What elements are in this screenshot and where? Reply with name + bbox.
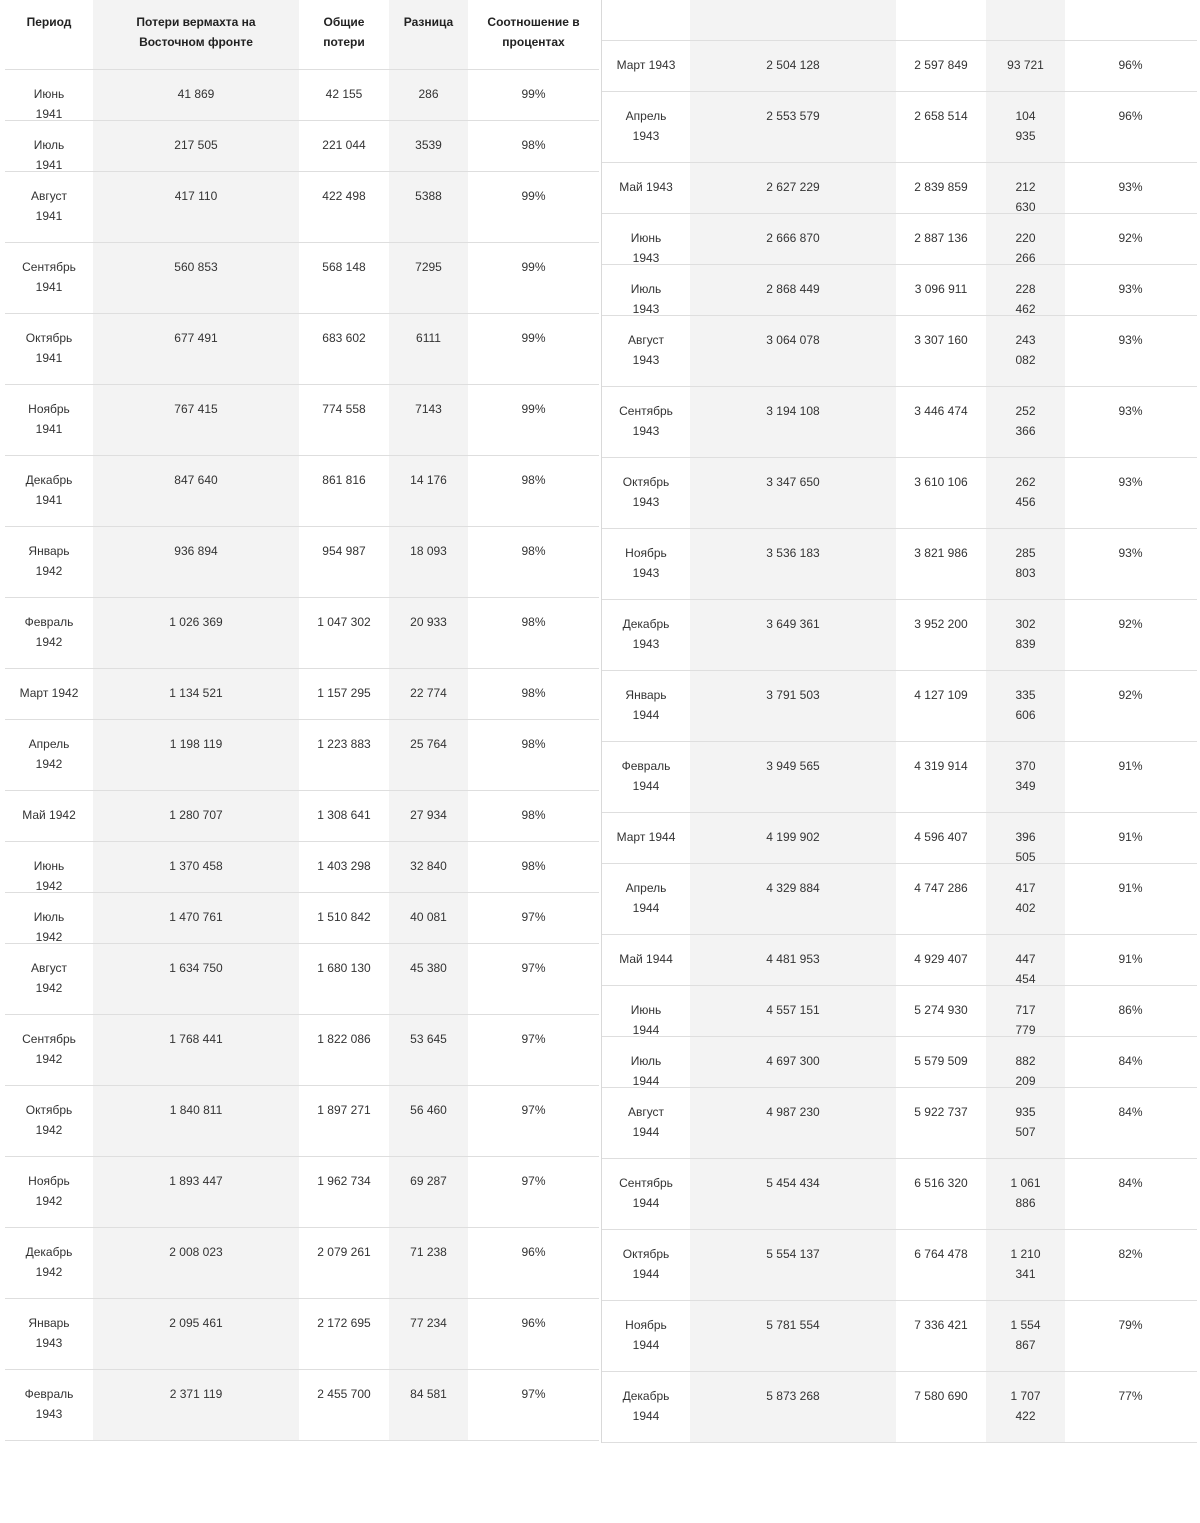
header-difference: Разница <box>403 15 454 29</box>
cell-total-losses: 1 223 883 <box>317 737 371 751</box>
cell-difference: 14 176 <box>410 473 447 487</box>
cell-period: Январь 1943 <box>28 1316 70 1350</box>
cell-difference: 396 505 <box>1015 830 1036 864</box>
table-row <box>5 944 599 1015</box>
table-body <box>602 41 1197 1443</box>
cell-difference: 1 061 886 <box>1010 1176 1041 1210</box>
cell-difference: 717 779 <box>1015 1003 1036 1037</box>
cell-total-losses: 7 336 421 <box>914 1318 968 1332</box>
cell-eastern-losses: 3 194 108 <box>766 404 820 418</box>
cell-period: Апрель 1942 <box>28 737 70 771</box>
cell-period: Март 1944 <box>616 830 676 844</box>
cell-total-losses: 5 579 509 <box>914 1054 968 1068</box>
cell-ratio: 77% <box>1118 1389 1143 1403</box>
header-eastern-losses: Потери вермахта на Восточном фронте <box>136 15 256 49</box>
table-row <box>5 385 599 456</box>
cell-eastern-losses: 767 415 <box>174 402 218 416</box>
cell-eastern-losses: 4 557 151 <box>766 1003 820 1017</box>
cell-total-losses: 422 498 <box>322 189 366 203</box>
cell-eastern-losses: 5 454 434 <box>766 1176 820 1190</box>
cell-difference: 77 234 <box>410 1316 447 1330</box>
cell-eastern-losses: 4 199 902 <box>766 830 820 844</box>
cell-ratio: 98% <box>521 808 546 822</box>
cell-period: Январь 1942 <box>28 544 70 578</box>
cell-total-losses: 2 839 859 <box>914 180 968 194</box>
cell-period: Июль 1944 <box>630 1054 662 1088</box>
cell-ratio: 91% <box>1118 830 1143 844</box>
cell-period: Август 1944 <box>627 1105 665 1139</box>
cell-ratio: 98% <box>521 859 546 873</box>
cell-total-losses: 221 044 <box>322 138 366 152</box>
cell-total-losses: 42 155 <box>325 87 363 101</box>
table-row <box>602 742 1197 813</box>
cell-difference: 93 721 <box>1007 58 1044 72</box>
cell-difference: 25 764 <box>410 737 447 751</box>
cell-total-losses: 1 680 130 <box>317 961 371 975</box>
table-row <box>602 92 1197 163</box>
cell-ratio: 97% <box>521 1174 546 1188</box>
table-row <box>5 842 599 893</box>
cell-period: Ноябрь 1942 <box>28 1174 70 1208</box>
cell-ratio: 96% <box>1118 109 1143 123</box>
cell-difference: 417 402 <box>1015 881 1036 915</box>
cell-eastern-losses: 5 554 137 <box>766 1247 820 1261</box>
cell-difference: 243 082 <box>1015 333 1036 367</box>
cell-total-losses: 861 816 <box>322 473 366 487</box>
table-body <box>5 70 599 1441</box>
cell-ratio: 91% <box>1118 759 1143 773</box>
cell-ratio: 98% <box>521 473 546 487</box>
cell-ratio: 98% <box>521 138 546 152</box>
cell-difference: 7295 <box>415 260 442 274</box>
cell-eastern-losses: 3 536 183 <box>766 546 820 560</box>
table-row <box>5 1086 599 1157</box>
cell-total-losses: 1 897 271 <box>317 1103 371 1117</box>
cell-total-losses: 5 274 930 <box>914 1003 968 1017</box>
cell-eastern-losses: 41 869 <box>177 87 215 101</box>
cell-ratio: 82% <box>1118 1247 1143 1261</box>
cell-period: Октябрь 1943 <box>622 475 670 509</box>
cell-ratio: 98% <box>521 544 546 558</box>
cell-total-losses: 568 148 <box>322 260 366 274</box>
cell-period: Ноябрь 1943 <box>625 546 667 580</box>
cell-difference: 6111 <box>416 331 441 345</box>
table-row <box>5 70 599 121</box>
cell-ratio: 99% <box>521 402 546 416</box>
cell-total-losses: 6 516 320 <box>914 1176 968 1190</box>
cell-eastern-losses: 936 894 <box>174 544 218 558</box>
cell-period: Март 1942 <box>19 686 79 700</box>
table-row <box>5 1157 599 1228</box>
cell-ratio: 92% <box>1118 688 1143 702</box>
cell-period: Декабрь 1941 <box>25 473 73 507</box>
table-row <box>5 669 599 720</box>
cell-period: Июль 1943 <box>630 282 662 316</box>
cell-ratio: 98% <box>521 615 546 629</box>
table-row <box>5 527 599 598</box>
cell-total-losses: 2 597 849 <box>914 58 968 72</box>
cell-difference: 56 460 <box>410 1103 447 1117</box>
cell-ratio: 79% <box>1118 1318 1143 1332</box>
losses-table-left <box>5 0 599 1441</box>
table-row <box>5 314 599 385</box>
cell-difference: 220 266 <box>1015 231 1036 265</box>
cell-difference: 45 380 <box>410 961 447 975</box>
cell-period: Август 1943 <box>627 333 665 367</box>
cell-difference: 1 210 341 <box>1010 1247 1041 1281</box>
cell-period: Март 1943 <box>616 58 676 72</box>
cell-eastern-losses: 1 768 441 <box>169 1032 223 1046</box>
cell-difference: 22 774 <box>410 686 447 700</box>
cell-total-losses: 6 764 478 <box>914 1247 968 1261</box>
table-row <box>602 1159 1197 1230</box>
cell-eastern-losses: 2 371 119 <box>169 1387 223 1401</box>
cell-total-losses: 2 887 136 <box>914 231 968 245</box>
cell-period: Декабрь 1944 <box>622 1389 670 1423</box>
cell-ratio: 84% <box>1118 1176 1143 1190</box>
cell-ratio: 99% <box>521 87 546 101</box>
cell-ratio: 93% <box>1118 333 1143 347</box>
cell-ratio: 97% <box>521 1103 546 1117</box>
cell-total-losses: 1 047 302 <box>317 615 371 629</box>
cell-period: Июль 1941 <box>33 138 65 172</box>
cell-eastern-losses: 3 064 078 <box>766 333 820 347</box>
cell-period: Ноябрь 1944 <box>625 1318 667 1352</box>
cell-eastern-losses: 3 347 650 <box>766 475 820 489</box>
table-row <box>5 456 599 527</box>
cell-ratio: 96% <box>1118 58 1143 72</box>
cell-total-losses: 954 987 <box>322 544 366 558</box>
table-row <box>5 1015 599 1086</box>
table-row <box>5 1228 599 1299</box>
cell-difference: 302 839 <box>1015 617 1036 651</box>
cell-eastern-losses: 1 280 707 <box>169 808 223 822</box>
cell-period: Август 1941 <box>30 189 68 223</box>
header-period: Период <box>26 15 72 29</box>
cell-eastern-losses: 560 853 <box>174 260 218 274</box>
cell-ratio: 99% <box>521 260 546 274</box>
cell-period: Май 1943 <box>619 180 673 194</box>
cell-period: Октябрь 1941 <box>25 331 73 365</box>
cell-ratio: 93% <box>1118 180 1143 194</box>
cell-ratio: 91% <box>1118 952 1143 966</box>
cell-eastern-losses: 4 481 953 <box>766 952 820 966</box>
cell-ratio: 97% <box>521 910 546 924</box>
cell-total-losses: 4 127 109 <box>914 688 968 702</box>
cell-ratio: 97% <box>521 1032 546 1046</box>
table-row <box>5 1299 599 1370</box>
cell-difference: 212 630 <box>1015 180 1036 214</box>
cell-difference: 286 <box>418 87 439 101</box>
cell-period: Октябрь 1942 <box>25 1103 73 1137</box>
cell-eastern-losses: 4 697 300 <box>766 1054 820 1068</box>
table-header <box>5 0 599 70</box>
cell-ratio: 92% <box>1118 617 1143 631</box>
cell-eastern-losses: 1 634 750 <box>169 961 223 975</box>
cell-ratio: 91% <box>1118 881 1143 895</box>
cell-period: Сентябрь 1943 <box>619 404 673 438</box>
table-row <box>602 214 1197 265</box>
cell-eastern-losses: 217 505 <box>174 138 218 152</box>
table-row <box>602 41 1197 92</box>
table-row <box>602 458 1197 529</box>
cell-ratio: 93% <box>1118 475 1143 489</box>
cell-period: Июнь 1941 <box>33 87 65 121</box>
cell-period: Февраль 1944 <box>621 759 671 793</box>
cell-difference: 447 454 <box>1015 952 1036 986</box>
cell-period: Ноябрь 1941 <box>28 402 70 436</box>
cell-difference: 84 581 <box>410 1387 447 1401</box>
cell-period: Апрель 1943 <box>625 109 667 143</box>
losses-table-right <box>601 0 1197 1443</box>
cell-total-losses: 3 446 474 <box>914 404 968 418</box>
cell-eastern-losses: 1 134 521 <box>169 686 223 700</box>
cell-difference: 1 554 867 <box>1010 1318 1041 1352</box>
cell-eastern-losses: 2 666 870 <box>766 231 820 245</box>
cell-period: Сентябрь 1944 <box>619 1176 673 1210</box>
cell-ratio: 99% <box>521 189 546 203</box>
cell-total-losses: 2 079 261 <box>317 1245 371 1259</box>
cell-total-losses: 683 602 <box>322 331 366 345</box>
cell-period: Декабрь 1942 <box>25 1245 73 1279</box>
cell-total-losses: 2 172 695 <box>317 1316 371 1330</box>
cell-eastern-losses: 2 868 449 <box>766 282 820 296</box>
cell-difference: 335 606 <box>1015 688 1036 722</box>
cell-eastern-losses: 2 627 229 <box>766 180 820 194</box>
table-row <box>5 720 599 791</box>
cell-period: Апрель 1944 <box>625 881 667 915</box>
table-row <box>602 1372 1197 1443</box>
cell-eastern-losses: 5 873 268 <box>766 1389 820 1403</box>
table-row <box>602 529 1197 600</box>
cell-total-losses: 1 403 298 <box>317 859 371 873</box>
cell-total-losses: 3 952 200 <box>914 617 968 631</box>
cell-total-losses: 4 596 407 <box>914 830 968 844</box>
cell-difference: 7143 <box>415 402 442 416</box>
cell-eastern-losses: 2 504 128 <box>766 58 820 72</box>
cell-period: Июль 1942 <box>33 910 65 944</box>
cell-difference: 5388 <box>415 189 442 203</box>
cell-eastern-losses: 1 840 811 <box>169 1103 223 1117</box>
cell-eastern-losses: 3 649 361 <box>766 617 820 631</box>
cell-total-losses: 3 307 160 <box>914 333 968 347</box>
cell-difference: 370 349 <box>1015 759 1036 793</box>
table-row <box>5 791 599 842</box>
cell-difference: 882 209 <box>1015 1054 1036 1088</box>
table-header-empty <box>602 0 1197 41</box>
cell-ratio: 96% <box>521 1245 546 1259</box>
cell-period: Май 1942 <box>22 808 76 822</box>
cell-total-losses: 4 319 914 <box>914 759 968 773</box>
cell-ratio: 93% <box>1118 404 1143 418</box>
table-row <box>602 265 1197 316</box>
cell-difference: 228 462 <box>1015 282 1036 316</box>
cell-ratio: 98% <box>521 737 546 751</box>
cell-period: Декабрь 1943 <box>622 617 670 651</box>
cell-period: Май 1944 <box>619 952 673 966</box>
cell-difference: 252 366 <box>1015 404 1036 438</box>
table-row <box>602 1037 1197 1088</box>
cell-eastern-losses: 417 110 <box>174 189 218 203</box>
cell-ratio: 97% <box>521 961 546 975</box>
cell-period: Июнь 1942 <box>33 859 65 893</box>
cell-eastern-losses: 1 198 119 <box>169 737 223 751</box>
cell-ratio: 96% <box>521 1316 546 1330</box>
table-row <box>602 671 1197 742</box>
cell-period: Февраль 1942 <box>24 615 74 649</box>
cell-difference: 285 803 <box>1015 546 1036 580</box>
cell-difference: 27 934 <box>410 808 447 822</box>
cell-total-losses: 4 929 407 <box>914 952 968 966</box>
cell-difference: 1 707 422 <box>1010 1389 1041 1423</box>
cell-difference: 69 287 <box>410 1174 447 1188</box>
table-row <box>602 1301 1197 1372</box>
cell-eastern-losses: 2 553 579 <box>766 109 820 123</box>
cell-period: Октябрь 1944 <box>622 1247 670 1281</box>
cell-eastern-losses: 1 370 458 <box>169 859 223 873</box>
cell-eastern-losses: 1 470 761 <box>169 910 223 924</box>
cell-period: Июнь 1944 <box>630 1003 662 1037</box>
table-row <box>5 1370 599 1441</box>
cell-period: Январь 1944 <box>625 688 667 722</box>
cell-total-losses: 1 510 842 <box>317 910 371 924</box>
cell-difference: 935 507 <box>1015 1105 1036 1139</box>
table-row <box>602 1230 1197 1301</box>
header-total-losses: Общие потери <box>323 15 365 49</box>
cell-period: Сентябрь 1942 <box>22 1032 76 1066</box>
cell-ratio: 84% <box>1118 1105 1143 1119</box>
cell-total-losses: 1 962 734 <box>317 1174 371 1188</box>
cell-eastern-losses: 2 008 023 <box>169 1245 223 1259</box>
cell-total-losses: 1 308 641 <box>317 808 371 822</box>
table-row <box>5 598 599 669</box>
table-row <box>602 935 1197 986</box>
cell-ratio: 84% <box>1118 1054 1143 1068</box>
cell-total-losses: 7 580 690 <box>914 1389 968 1403</box>
cell-difference: 40 081 <box>410 910 447 924</box>
table-row <box>602 387 1197 458</box>
table-row <box>5 121 599 172</box>
cell-total-losses: 3 096 911 <box>914 282 968 296</box>
table-row <box>5 172 599 243</box>
cell-eastern-losses: 3 791 503 <box>766 688 820 702</box>
cell-total-losses: 3 821 986 <box>914 546 968 560</box>
cell-difference: 104 935 <box>1015 109 1036 143</box>
cell-eastern-losses: 4 329 884 <box>766 881 820 895</box>
cell-eastern-losses: 3 949 565 <box>766 759 820 773</box>
cell-total-losses: 2 455 700 <box>317 1387 371 1401</box>
cell-ratio: 98% <box>521 686 546 700</box>
cell-total-losses: 3 610 106 <box>914 475 968 489</box>
cell-period: Июнь 1943 <box>630 231 662 265</box>
cell-ratio: 86% <box>1118 1003 1143 1017</box>
cell-difference: 262 456 <box>1015 475 1036 509</box>
cell-eastern-losses: 4 987 230 <box>766 1105 820 1119</box>
table-row <box>602 813 1197 864</box>
cell-period: Сентябрь 1941 <box>22 260 76 294</box>
cell-eastern-losses: 1 893 447 <box>169 1174 223 1188</box>
cell-total-losses: 2 658 514 <box>914 109 968 123</box>
cell-eastern-losses: 677 491 <box>174 331 218 345</box>
cell-ratio: 97% <box>521 1387 546 1401</box>
header-ratio: Соотношение в процентах <box>487 15 580 49</box>
cell-ratio: 99% <box>521 331 546 345</box>
cell-total-losses: 1 157 295 <box>317 686 371 700</box>
table-row <box>602 163 1197 214</box>
cell-total-losses: 1 822 086 <box>317 1032 371 1046</box>
table-row <box>5 243 599 314</box>
cell-difference: 3539 <box>415 138 442 152</box>
cell-difference: 53 645 <box>410 1032 447 1046</box>
cell-total-losses: 5 922 737 <box>914 1105 968 1119</box>
table-row <box>602 986 1197 1037</box>
cell-period: Август 1942 <box>30 961 68 995</box>
cell-ratio: 92% <box>1118 231 1143 245</box>
table-row <box>602 316 1197 387</box>
cell-ratio: 93% <box>1118 282 1143 296</box>
table-row <box>602 600 1197 671</box>
table-row <box>602 1088 1197 1159</box>
table-row <box>5 893 599 944</box>
cell-eastern-losses: 5 781 554 <box>766 1318 820 1332</box>
cell-period: Февраль 1943 <box>24 1387 74 1421</box>
cell-difference: 20 933 <box>410 615 447 629</box>
cell-ratio: 93% <box>1118 546 1143 560</box>
cell-total-losses: 774 558 <box>322 402 366 416</box>
table-row <box>602 864 1197 935</box>
cell-total-losses: 4 747 286 <box>914 881 968 895</box>
cell-difference: 32 840 <box>410 859 447 873</box>
cell-eastern-losses: 847 640 <box>174 473 218 487</box>
cell-difference: 71 238 <box>410 1245 447 1259</box>
cell-eastern-losses: 1 026 369 <box>169 615 223 629</box>
cell-eastern-losses: 2 095 461 <box>169 1316 223 1330</box>
cell-difference: 18 093 <box>410 544 447 558</box>
